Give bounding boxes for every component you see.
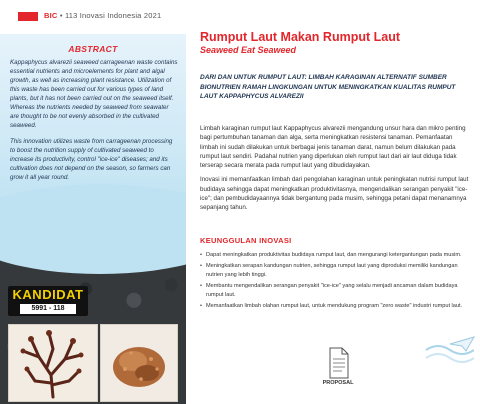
body-paragraph: Inovasi ini memanfaatkan limbah dari pengolahan karaginan untuk peningkatan nutrisi rumput laut budidaya sehingga dapat meningkatkan produktivitasnya, mengendalikan serangan penyakit "ice-ice"; dan pembudidayaannya tidak bergantung pada musim, sehingga petani dapat menanamnya sepanjang tahun.: [200, 176, 469, 212]
header-accent-bar: [18, 12, 38, 21]
list-item: • Membantu mengendalikan serangan penyakit "ice-ice" yang selalu menjadi ancaman dalam budidaya rumput laut.: [200, 282, 472, 299]
list-item: • Meningkatkan serapan kandungan nutrien, sehingga rumput laut yang diproduksi memiliki kandungan nutrien yang lebih tinggi.: [200, 262, 472, 279]
page-header: [44, 11, 161, 20]
dried-seaweed-photo: [100, 324, 178, 402]
abstract-wave-shape: [0, 184, 186, 274]
proposal-document: [318, 346, 358, 390]
list-item: • Memanfaatkan limbah olahan rumput laut, untuk mendukung program "zero waste" industri rumput laut.: [200, 302, 472, 310]
list-item: • Dapat meningkatkan produktivitas budidaya rumput laut, dan mengurangi ketergantungan pada musim.: [200, 251, 472, 259]
abstract-body: [10, 58, 178, 189]
seaweed-plant-photo: [8, 324, 98, 402]
body-paragraph: Limbah karaginan rumput laut Kappaphycus alvarezii mengandung unsur hara dan mikro penting bagi pertumbuhan tanaman dan alga, serta meningkatkan resistensi tanaman. Pemanfaatan limbah ini sudah dilakukan untuk berbagai jenis tanaman darat, namun belum dilakukan pada rumput laut sendiri. Padahal nutrien yang diperlukan oleh rumput laut dari air laut diduga tidak terserap secara merata pada rumput laut yang dibudidayakan.: [200, 125, 466, 170]
abstract-panel: [0, 34, 186, 404]
abstract-paragraph: This innovation utilizes waste from carrageenan processing to boost the nutrition supply of cultivated seaweed to increase its productivity, control "ice-ice" diseases; and its cultivation does not depend on the season, so farmers can grow it all year round.: [10, 138, 173, 181]
badge-title: KANDIDAT: [12, 287, 84, 302]
abstract-paragraph: Kappaphycus alvarezii seaweed carrageenan waste contains essential nutrients and microelements for plant and algal growth, as well as increasing plant resistance. Utilization of this waste has been carried out for various types of land plants, but it has not been carried out on the seaweed itself. Whereas the nutrients needed by seaweed from seawater are thought to be not evenly absorbed in the cultivated seaweed.: [10, 59, 178, 129]
advantages-heading: KEUNGGULAN INOVASI: [200, 236, 292, 245]
proposal-label: PROPOSAL: [322, 380, 354, 386]
seaweed-plant-image: [9, 325, 97, 401]
advantages-list: [200, 251, 472, 313]
body-text: [200, 124, 470, 218]
candidate-badge: [8, 286, 88, 316]
header-separator: •: [57, 11, 65, 20]
badge-number: 5991 - 118: [20, 304, 76, 314]
document-icon: [318, 346, 358, 380]
paper-plane-icon: [448, 334, 476, 354]
header-brand: BIC: [44, 11, 58, 20]
dried-seaweed-image: [101, 325, 177, 401]
header-text: 113 Inovasi Indonesia 2021: [64, 11, 162, 20]
page-subtitle: Seaweed Eat Seaweed: [200, 45, 297, 55]
abstract-title: ABSTRACT: [68, 44, 118, 54]
lead-paragraph: DARI DAN UNTUK RUMPUT LAUT: LIMBAH KARAGINAN ALTERNATIF SUMBER BIONUTRIEN RAMAH LINGKUNGAN UNTUK MENINGKATKAN KUALITAS RUMPUT LAUT KAPPAPHYCUS ALVAREZII: [200, 74, 456, 100]
page-title: Rumput Laut Makan Rumput Laut: [200, 30, 400, 44]
